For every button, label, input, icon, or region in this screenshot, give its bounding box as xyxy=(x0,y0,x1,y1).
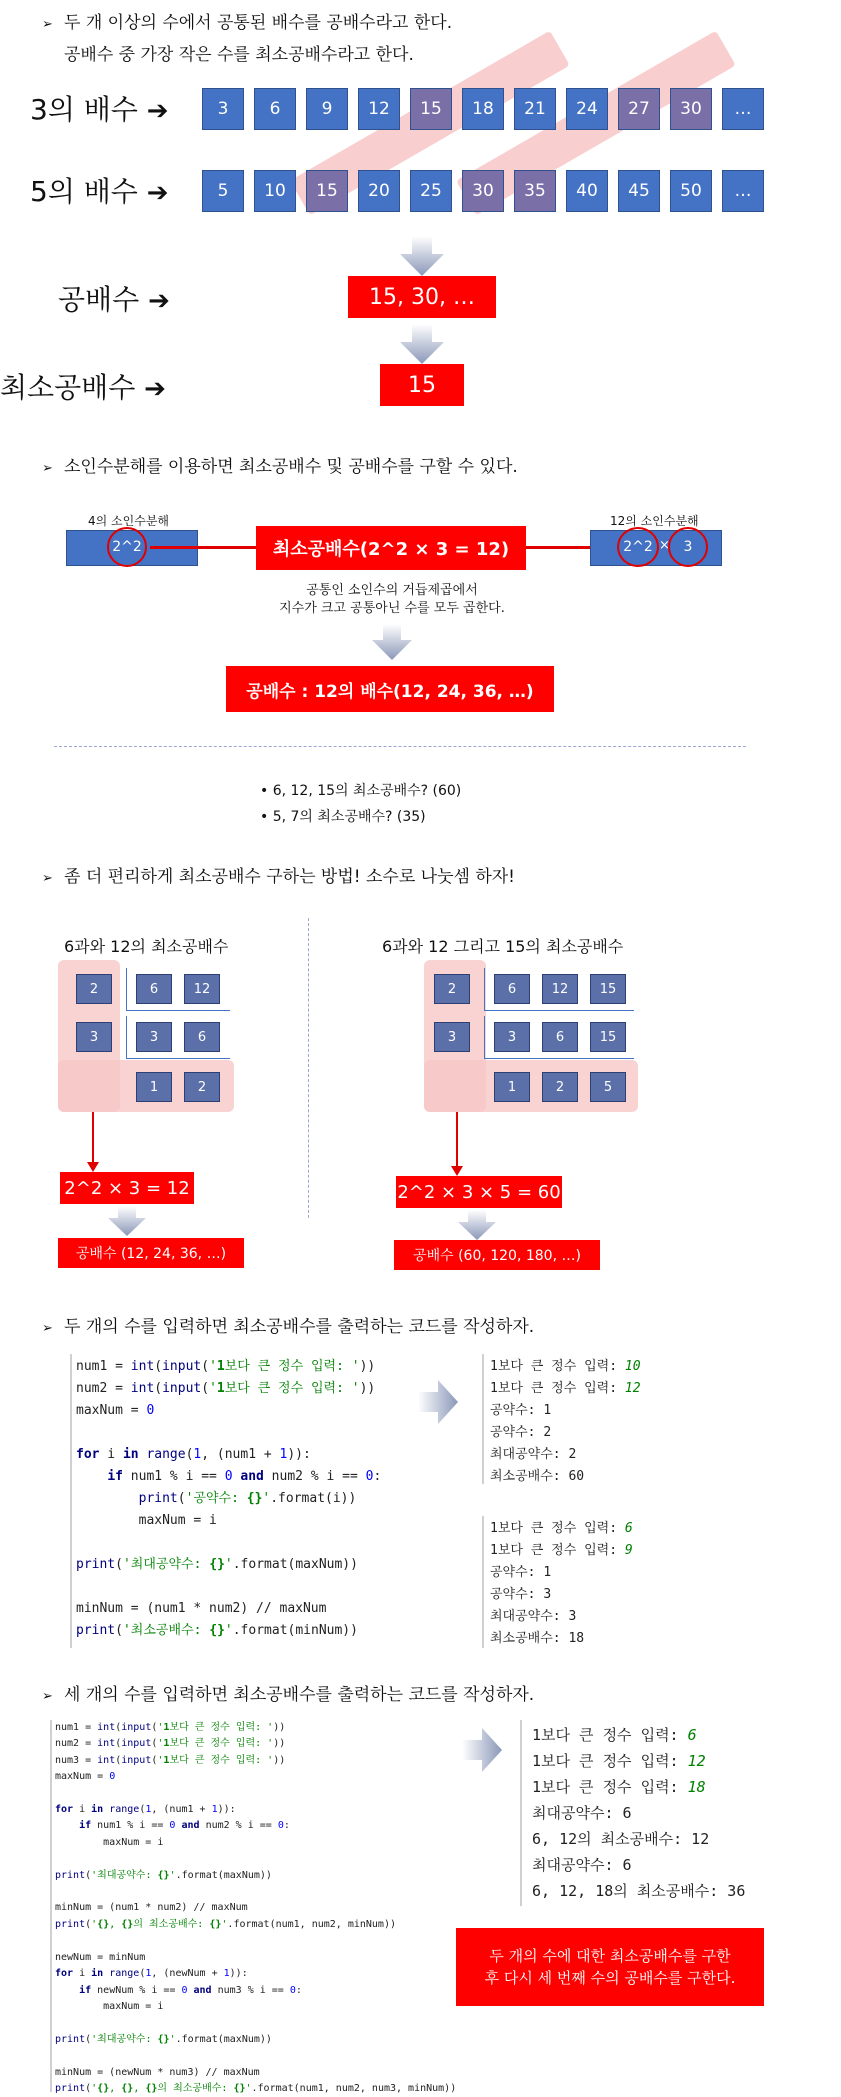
divisor-box: 2 xyxy=(434,974,470,1004)
left-lcm-result: 2^2 × 3 = 12 xyxy=(60,1172,194,1204)
explanation-note xyxy=(456,1928,764,2006)
right-arrow-icon: ➔ xyxy=(146,96,169,126)
diagram-divider xyxy=(308,918,309,1218)
output-gutter xyxy=(482,1354,484,1484)
number-box: 2 xyxy=(184,1072,220,1102)
output-gutter xyxy=(520,1720,522,1906)
down-arrow-icon xyxy=(458,1210,496,1240)
multiple-cell: 10 xyxy=(254,170,296,212)
code-block-three-numbers: num1 = int(input('1보다 큰 정수 입력: ')) num2 = int(input('1보다 큰 정수 입력: ')) num3 = int(input('1보다 큰 정수 입력: ')) maxNum = 0 for i in range(1, (num1 + 1)): if num1 % i == 0 and num2 % i == 0: maxNum = i print('최대공약수: {}'.format(maxNum)) minNum = (num1 * num2) // maxNum print('{}, {}의 최소공배수: {}'.format(num1, num2, minNum)) newNum = minNum for i in range(1, (newNum + 1)): if newNum % i == 0 and num3 % i == 0: maxNum = i print('최대공약수: {}'.format(maxNum)) minNum = (newNum * num3) // maxNum print('{}, {}, {}의 최소공배수: {}'.format(num1, num2, num3, minNum)) xyxy=(55,1722,457,2094)
right-factor-value-a: 2^2 xyxy=(617,527,659,567)
right-arrow-icon: ➔ xyxy=(146,178,169,208)
down-arrow-icon xyxy=(108,1206,146,1236)
number-box: 12 xyxy=(542,974,578,1004)
bullet-prime-division xyxy=(42,862,515,887)
output-three-numbers xyxy=(532,1722,745,1904)
note-line: 후 다시 세 번째 수의 공배수를 구한다. xyxy=(484,1969,736,1987)
multiple-cell: 15 xyxy=(410,88,452,130)
multiple-cell: 27 xyxy=(618,88,660,130)
left-diagram-title: 6과와 12의 최소공배수 xyxy=(64,937,229,956)
right-arrow-icon xyxy=(418,1380,458,1424)
note-line: 지수가 크고 공통아닌 수를 모두 곱한다. xyxy=(279,601,505,616)
division-bar xyxy=(484,1058,634,1059)
common-multiple-box: 15, 30, … xyxy=(348,276,496,318)
bullet-marker-icon: ➢ xyxy=(42,1321,53,1336)
number-box: 15 xyxy=(590,974,626,1004)
down-arrow-icon xyxy=(400,236,444,276)
bullet-common-multiple xyxy=(42,8,452,33)
division-bar xyxy=(484,968,485,1010)
row-label-5 xyxy=(30,170,169,210)
note-line: 두 개의 수에 대한 최소공배수를 구한 xyxy=(489,1947,731,1965)
right-factor-caption: 12의 소인수분해 xyxy=(610,514,699,528)
bullet-marker-icon: ➢ xyxy=(42,871,53,886)
multiple-cell: 45 xyxy=(618,170,660,212)
output-line: 공약수: 2 xyxy=(490,1425,552,1440)
left-factor-value: 2^2 xyxy=(107,527,147,567)
multiple-cell: 24 xyxy=(566,88,608,130)
common-multiple-result-box: 공배수 : 12의 배수(12, 24, 36, …) xyxy=(226,666,554,712)
lcm-label xyxy=(0,366,166,406)
divisor-box: 3 xyxy=(434,1022,470,1052)
output-line: 1보다 큰 정수 입력: xyxy=(532,1752,688,1770)
divisor-box: 2 xyxy=(76,974,112,1004)
bullet-two-number-code xyxy=(42,1312,534,1337)
bullet-text: 두 개 이상의 수에서 공통된 배수를 공배수라고 한다. xyxy=(64,13,453,33)
bullet-text: 두 개의 수를 입력하면 최소공배수를 출력하는 코드를 작성하자. xyxy=(64,1317,535,1337)
output-line: 6, 12, 18의 최소공배수: 36 xyxy=(532,1882,746,1900)
bullet-marker-icon: ➢ xyxy=(42,461,53,476)
multiple-cell: 35 xyxy=(514,170,556,212)
number-box: 6 xyxy=(136,974,172,1004)
right-lcm-result: 2^2 × 3 × 5 = 60 xyxy=(396,1176,562,1208)
question-item: • 6, 12, 15의 최소공배수? (60) xyxy=(260,783,462,799)
question-text: 6, 12, 15의 최소공배수? (60) xyxy=(272,783,462,799)
question-item: • 5, 7의 최소공배수? (35) xyxy=(260,809,426,825)
row-label-3 xyxy=(30,88,169,128)
division-bar xyxy=(484,1016,485,1058)
right-arrow-icon: ➔ xyxy=(148,286,170,316)
right-diagram-title: 6과와 12 그리고 15의 최소공배수 xyxy=(382,937,624,956)
output-input: 6 xyxy=(624,1521,633,1536)
output-line: 최대공약수: 6 xyxy=(532,1804,632,1822)
left-common-multiple: 공배수 (12, 24, 36, …) xyxy=(58,1238,244,1268)
multiple-cell: 12 xyxy=(358,88,400,130)
number-box: 5 xyxy=(590,1072,626,1102)
multiple-cell: 25 xyxy=(410,170,452,212)
bullet-lcm-definition xyxy=(64,40,414,65)
down-arrow-icon xyxy=(400,324,444,364)
multiple-cell: 5 xyxy=(202,170,244,212)
bullet-text: 좀 더 편리하게 최소공배수 구하는 방법! 소수로 나눗셈 하자! xyxy=(64,867,515,887)
division-bar xyxy=(126,1010,230,1011)
connector-line xyxy=(150,546,258,549)
code-gutter xyxy=(50,1720,52,2092)
bullet-text: 소인수분해를 이용하면 최소공배수 및 공배수를 구할 수 있다. xyxy=(64,457,518,477)
label-text: 최소공배수 xyxy=(0,371,136,404)
number-box: 2 xyxy=(542,1072,578,1102)
output-gutter xyxy=(482,1516,484,1648)
divisor-box: 3 xyxy=(76,1022,112,1052)
output-line: 공약수: 1 xyxy=(490,1403,552,1418)
code-gutter xyxy=(70,1354,72,1648)
output-input: 12 xyxy=(624,1381,641,1396)
multiple-cell: 21 xyxy=(514,88,556,130)
division-bar xyxy=(484,1010,634,1011)
output-line: 최대공약수: 6 xyxy=(532,1856,632,1874)
output-line: 1보다 큰 정수 입력: xyxy=(490,1359,625,1374)
right-arrow-icon: ➔ xyxy=(144,374,166,404)
multiple-cell: 18 xyxy=(462,88,504,130)
output-line: 1보다 큰 정수 입력: xyxy=(532,1726,688,1744)
times-sign: × xyxy=(659,538,670,553)
multiple-cell: 30 xyxy=(462,170,504,212)
down-arrow-icon xyxy=(372,624,412,660)
right-factor-value-b: 3 xyxy=(668,527,708,567)
row-label-text: 5의 배수 xyxy=(30,175,138,208)
output-line: 공약수: 3 xyxy=(490,1587,552,1602)
row-label-text: 3의 배수 xyxy=(30,93,138,126)
question-text: 5, 7의 최소공배수? (35) xyxy=(272,809,426,825)
left-factor-caption: 4의 소인수분해 xyxy=(88,514,170,528)
bullet-prime-factorization xyxy=(42,452,518,477)
code-block-two-numbers: num1 = int(input('1보다 큰 정수 입력: ')) num2 = int(input('1보다 큰 정수 입력: ')) maxNum = 0 for i in range(1, (num1 + 1)): if num1 % i == 0 and num2 % i == 0: print('공약수: {}'.format(i)) maxNum = i print('최대공약수: {}'.format(maxNum)) minNum = (num1 * num2) // maxNum print('최소공배수: {}'.format(minNum)) xyxy=(76,1359,382,1638)
bullet-text: 공배수 중 가장 작은 수를 최소공배수라고 한다. xyxy=(64,45,414,65)
right-arrow-icon xyxy=(462,1728,502,1772)
output-input: 9 xyxy=(624,1543,633,1558)
number-box: 3 xyxy=(494,1022,530,1052)
multiple-cell: … xyxy=(722,170,764,212)
multiple-cell: 30 xyxy=(670,88,712,130)
output-line: 최대공약수: 3 xyxy=(490,1609,577,1624)
right-common-multiple: 공배수 (60, 120, 180, …) xyxy=(394,1240,600,1270)
practice-questions xyxy=(260,778,461,830)
output-line: 1보다 큰 정수 입력: xyxy=(490,1521,625,1536)
bullet-marker-icon: ➢ xyxy=(42,17,53,32)
multiple-cell: 6 xyxy=(254,88,296,130)
output-line: 1보다 큰 정수 입력: xyxy=(532,1778,688,1796)
number-box: 3 xyxy=(136,1022,172,1052)
output-input: 6 xyxy=(687,1726,697,1744)
number-box: 15 xyxy=(590,1022,626,1052)
multiple-cell: 40 xyxy=(566,170,608,212)
multiple-cell: 9 xyxy=(306,88,348,130)
factorization-note xyxy=(250,582,534,618)
multiple-cell: 20 xyxy=(358,170,400,212)
output-line: 최대공약수: 2 xyxy=(490,1447,577,1462)
number-box: 6 xyxy=(494,974,530,1004)
division-bar xyxy=(126,1016,127,1058)
down-red-arrow-icon xyxy=(450,1112,464,1176)
division-bar xyxy=(126,1058,230,1059)
lcm-box: 15 xyxy=(380,364,464,406)
number-box: 6 xyxy=(184,1022,220,1052)
number-box: 6 xyxy=(542,1022,578,1052)
output-line: 공약수: 1 xyxy=(490,1565,552,1580)
output-two-numbers-2 xyxy=(490,1518,633,1650)
output-two-numbers-1 xyxy=(490,1356,641,1488)
division-bar xyxy=(126,968,127,1010)
section-divider xyxy=(54,746,746,747)
multiple-cell: 15 xyxy=(306,170,348,212)
output-line: 최소공배수: 18 xyxy=(490,1631,585,1646)
common-multiple-label xyxy=(58,278,170,318)
bullet-marker-icon: ➢ xyxy=(42,1689,53,1704)
output-line: 1보다 큰 정수 입력: xyxy=(490,1543,625,1558)
output-input: 18 xyxy=(687,1778,706,1796)
bullet-three-number-code xyxy=(42,1680,534,1705)
multiple-cell: 3 xyxy=(202,88,244,130)
multiple-cell: … xyxy=(722,88,764,130)
note-line: 공통인 소인수의 거듭제곱에서 xyxy=(306,583,478,598)
number-box: 12 xyxy=(184,974,220,1004)
output-line: 최소공배수: 60 xyxy=(490,1469,585,1484)
output-line: 6, 12의 최소공배수: 12 xyxy=(532,1830,710,1848)
number-box: 1 xyxy=(136,1072,172,1102)
lcm-formula-box: 최소공배수(2^2 × 3 = 12) xyxy=(256,526,526,570)
multiple-cell: 50 xyxy=(670,170,712,212)
output-line: 1보다 큰 정수 입력: xyxy=(490,1381,625,1396)
output-input: 12 xyxy=(687,1752,706,1770)
label-text: 공배수 xyxy=(58,283,140,316)
down-red-arrow-icon xyxy=(86,1112,100,1172)
number-box: 1 xyxy=(494,1072,530,1102)
bullet-text: 세 개의 수를 입력하면 최소공배수를 출력하는 코드를 작성하자. xyxy=(64,1685,535,1705)
output-input: 10 xyxy=(624,1359,641,1374)
